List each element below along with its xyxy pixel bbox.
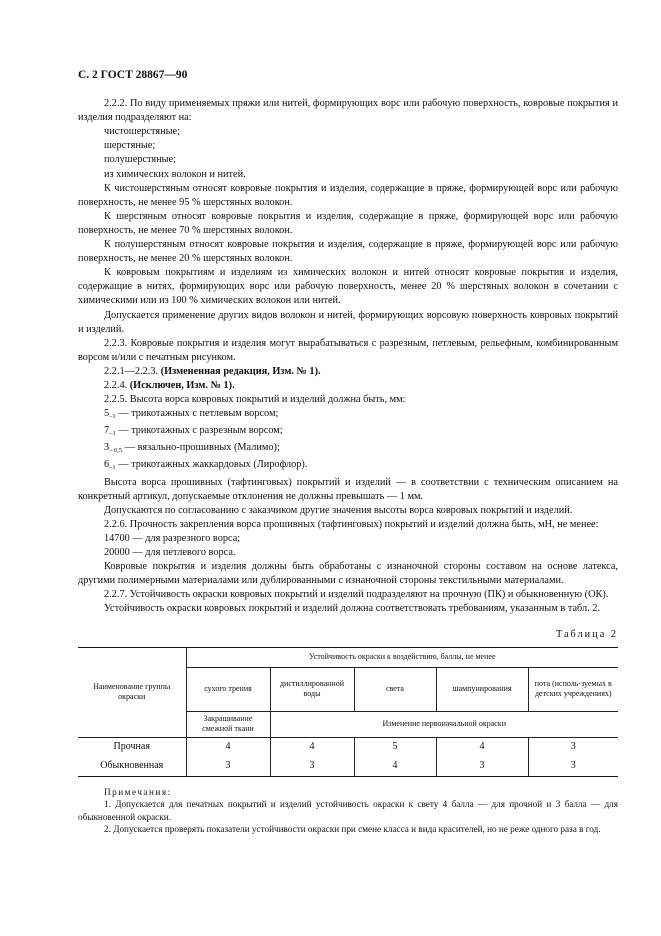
colorfastness-table bbox=[78, 647, 618, 777]
paragraph: Ковровые покрытия и изделия должны быть обработаны с изнаночной стороны составом на основе латекса, другими полимерными материалами или дублированными с изнаночной стороны текстильными материалами. bbox=[78, 561, 618, 587]
list-item: из химических волокон и нитей. bbox=[104, 168, 246, 180]
paragraph-2-2-3: 2.2.3. Ковровые покрытия и изделия могут вырабатываться с разрезным, петлевым, рельефным, комбинированным ворсом и/или с печатным рисунком. bbox=[78, 337, 618, 363]
table-cell: 4 bbox=[436, 737, 528, 757]
table-cell: 3 bbox=[186, 757, 270, 777]
paragraph-2-2-7: 2.2.7. Устойчивость окраски ковровых покрытий и изделий подразделяют на прочную (ПК) и обыкновенную (ОК). bbox=[104, 589, 609, 601]
table-cell: 3 bbox=[270, 757, 354, 777]
table-group-header: Устойчивость окраски к воздействию, баллы, не менее bbox=[186, 647, 618, 667]
list-item: шерстяные; bbox=[104, 140, 156, 152]
list-item: полушерстяные; bbox=[104, 154, 176, 166]
notes-title: Примечания: bbox=[104, 786, 172, 797]
paragraph: К шерстяным относят ковровые покрытия и изделия, содержащие в пряже, формирующей ворс или рабочую поверхность, не менее 70 % шерстяных волокон. bbox=[78, 210, 618, 236]
table-cell: 3 bbox=[528, 737, 618, 757]
table-cell: 5 bbox=[354, 737, 436, 757]
paragraph: Высота ворса прошивных (тафтинговых) покрытий и изделий — в соответствии с техническим описанием на конкретный артикул, допускаемые отклонения не должны превышать — 1 мм. bbox=[78, 476, 618, 502]
paragraph: Устойчивость окраски ковровых покрытий и изделий должна соответствовать требованиям, указанным в табл. 2. bbox=[104, 603, 601, 615]
table-column-header: шампунирования bbox=[436, 667, 528, 711]
document-page bbox=[78, 68, 618, 836]
paragraph: Допускаются по согласованию с заказчиком другие значения высоты ворса ковровых покрытий и изделий. bbox=[104, 504, 573, 516]
amendment-ref: 2.2.1—2.2.3. bbox=[104, 365, 161, 377]
height-item: $3_{- 0,5}$ — вязально-прошивных (Малимо); bbox=[104, 442, 280, 455]
paragraph: К ковровым покрытиям и изделиям из химических волокон и нитей относят ковровые покрытия и изделия, содержащие в нитях, формирующих ворс или рабочую поверхность, менее 20 % шерстяных волокон в сочетании с химическими или из 100 % химических волокон или нитей. bbox=[78, 267, 618, 307]
table-cell: 4 bbox=[354, 757, 436, 777]
height-item: $5_{-1}$ — трикотажных с петлевым ворсом; bbox=[104, 408, 279, 421]
note-item: 1. Допускается для печатных покрытий и изделий устойчивость окраски к свету 4 балла — для прочной и 3 балла — для обыкновенной окраски. bbox=[78, 799, 618, 822]
table-subheader-change: Изменение первоначальной окраски bbox=[270, 711, 618, 737]
table-column-header: дистиллированной воды bbox=[270, 667, 354, 711]
table-caption: Таблица 2 bbox=[555, 629, 618, 641]
table-cell: 4 bbox=[186, 737, 270, 757]
paragraph-2-2-6: 2.2.6. Прочность закрепления ворса прошивных (тафтинговых) покрытий и изделий должна быть, мН, не менее: bbox=[104, 518, 599, 530]
table-row-label: Обыкновенная bbox=[78, 757, 186, 777]
paragraph: К чистошерстяным относят ковровые покрытия и изделия, содержащие в пряже, формирующей ворс или рабочую поверхность, не менее 95 % шерстяных волокон. bbox=[78, 182, 618, 208]
list-item: 14700 — для разрезного ворса; bbox=[104, 532, 241, 544]
paragraph-2-2-4 bbox=[78, 379, 618, 393]
table-cell: 3 bbox=[528, 757, 618, 777]
list-item: 20000 — для петлевого ворса. bbox=[104, 547, 236, 558]
amendment-note bbox=[78, 365, 618, 379]
table-notes bbox=[78, 786, 618, 836]
height-item: $7_{-1}$ — трикотажных с разрезным ворсом; bbox=[104, 425, 283, 438]
note-item: 2. Допускается проверять показатели устойчивости окраски при смене класса и вида красителей, но не реже одного раза в год. bbox=[104, 824, 601, 835]
table-column-header: пота (исполь-зуемых в детских учреждениях) bbox=[528, 667, 618, 711]
paragraph-2-2-5: 2.2.5. Высота ворса ковровых покрытий и изделий должна быть, мм: bbox=[104, 394, 406, 406]
paragraph-2-2-2: 2.2.2. По виду применяемых пряжи или нитей, формирующих ворс или рабочую поверхность, ковровые покрытия и изделия подразделяют на: bbox=[78, 98, 618, 124]
table-name-header: Наименование группы окраски bbox=[78, 647, 186, 737]
table-cell: 4 bbox=[270, 737, 354, 757]
excluded-note: (Исключен, Изм. № 1). bbox=[129, 379, 235, 391]
table-subheader-staining: Закрашивание смежной ткани bbox=[186, 711, 270, 737]
table-row-label: Прочная bbox=[78, 737, 186, 757]
table-cell: 3 bbox=[436, 757, 528, 777]
paragraph: К полушерстяным относят ковровые покрытия и изделия, содержащие в пряже, формирующей ворс или рабочую поверхность, не менее 20 % шерстяных волокон. bbox=[78, 239, 618, 265]
paragraph: Допускается применение других видов волокон и нитей, формирующих ворсовую поверхность ковровых покрытий и изделий. bbox=[78, 309, 618, 335]
page-header: С. 2 ГОСТ 28867—90 bbox=[78, 69, 188, 81]
height-item: $6_{-1}$ — трикотажных жаккардовых (Лирофлор). bbox=[104, 459, 308, 472]
clause-number: 2.2.4. bbox=[104, 379, 130, 391]
table-column-header: света bbox=[354, 667, 436, 711]
table-column-header: сухого трения bbox=[186, 667, 270, 711]
amendment-text: (Измененная редакция, Изм. № 1). bbox=[160, 365, 321, 377]
list-item: чистошерстяные; bbox=[104, 126, 180, 138]
